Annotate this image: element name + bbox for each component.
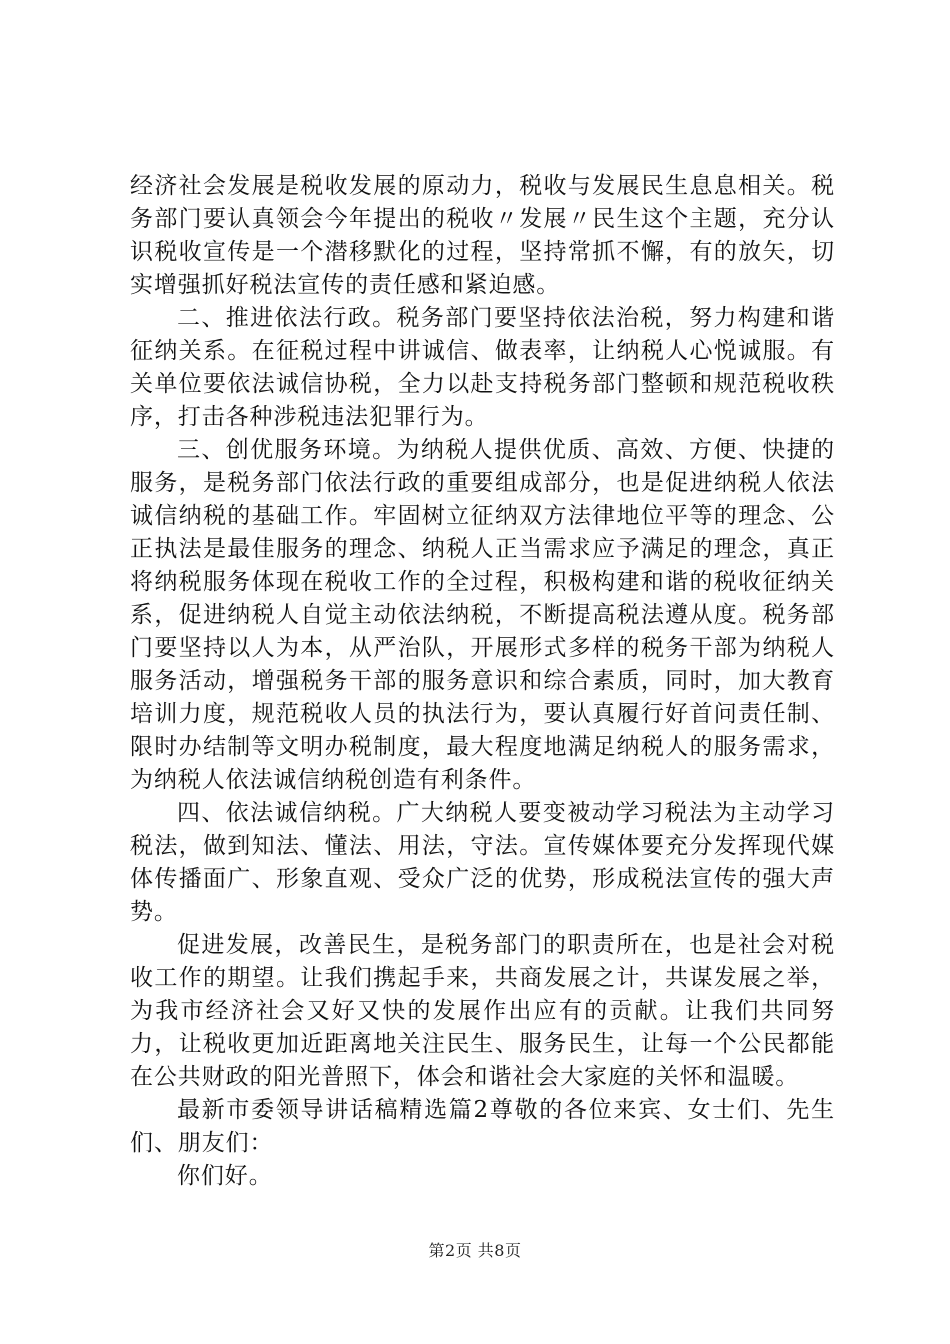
paragraph-6: 最新市委领导讲话稿精选篇2尊敬的各位来宾、女士们、先生们、朋友们： — [130, 1097, 835, 1156]
paragraph-3: 三、创优服务环境。为纳税人提供优质、高效、方便、快捷的服务，是税务部门依法行政的重要组成部分，也是促进纳税人依法诚信纳税的基础工作。牢固树立征纳双方法律地位平等的理念、公正执法是最佳服务的理念、纳税人正当需求应予满足的理念，真正将纳税服务体现在税收工作的全过程，积极构建和谐的税收征纳关系，促进纳税人自觉主动依法纳税，不断提高税法遵从度。税务部门要坚持以人为本，从严治队，开展形式多样的税务干部为纳税人服务活动，增强税务干部的服务意识和综合素质，同时，加大教育培训力度，规范税收人员的执法行为，要认真履行好首问责任制、限时办结制等文明办税制度，最大程度地满足纳税人的服务需求，为纳税人依法诚信纳税创造有利条件。 — [130, 437, 835, 793]
paragraph-5: 促进发展，改善民生，是税务部门的职责所在，也是社会对税收工作的期望。让我们携起手来，共商发展之计，共谋发展之举，为我市经济社会又好又快的发展作出应有的贡献。让我们共同努力，让税收更加近距离地关注民生、服务民生，让每一个公民都能在公共财政的阳光普照下，体会和谐社会大家庭的关怀和温暖。 — [130, 932, 835, 1090]
paragraph-2: 二、推进依法行政。税务部门要坚持依法治税，努力构建和谐征纳关系。在征税过程中讲诚信、做表率，让纳税人心悦诚服。有关单位要依法诚信协税，全力以赴支持税务部门整顿和规范税收秩序，打击各种涉税违法犯罪行为。 — [130, 305, 835, 430]
paragraph-1: 经济社会发展是税收发展的原动力，税收与发展民生息息相关。税务部门要认真领会今年提出的税收〃发展〃民生这个主题，充分认识税收宣传是一个潜移默化的过程，坚持常抓不懈，有的放矢，切实增强抓好税法宣传的责任感和紧迫感。 — [130, 173, 835, 298]
paragraph-7: 你们好。 — [177, 1163, 273, 1189]
page-number-footer: 第2页 共8页 — [428, 1241, 522, 1260]
paragraph-4: 四、依法诚信纳税。广大纳税人要变被动学习税法为主动学习税法，做到知法、懂法、用法，守法。宣传媒体要充分发挥现代媒体传播面广、形象直观、受众广泛的优势，形成税法宣传的强大声势。 — [130, 800, 835, 925]
document-body — [130, 170, 835, 1193]
